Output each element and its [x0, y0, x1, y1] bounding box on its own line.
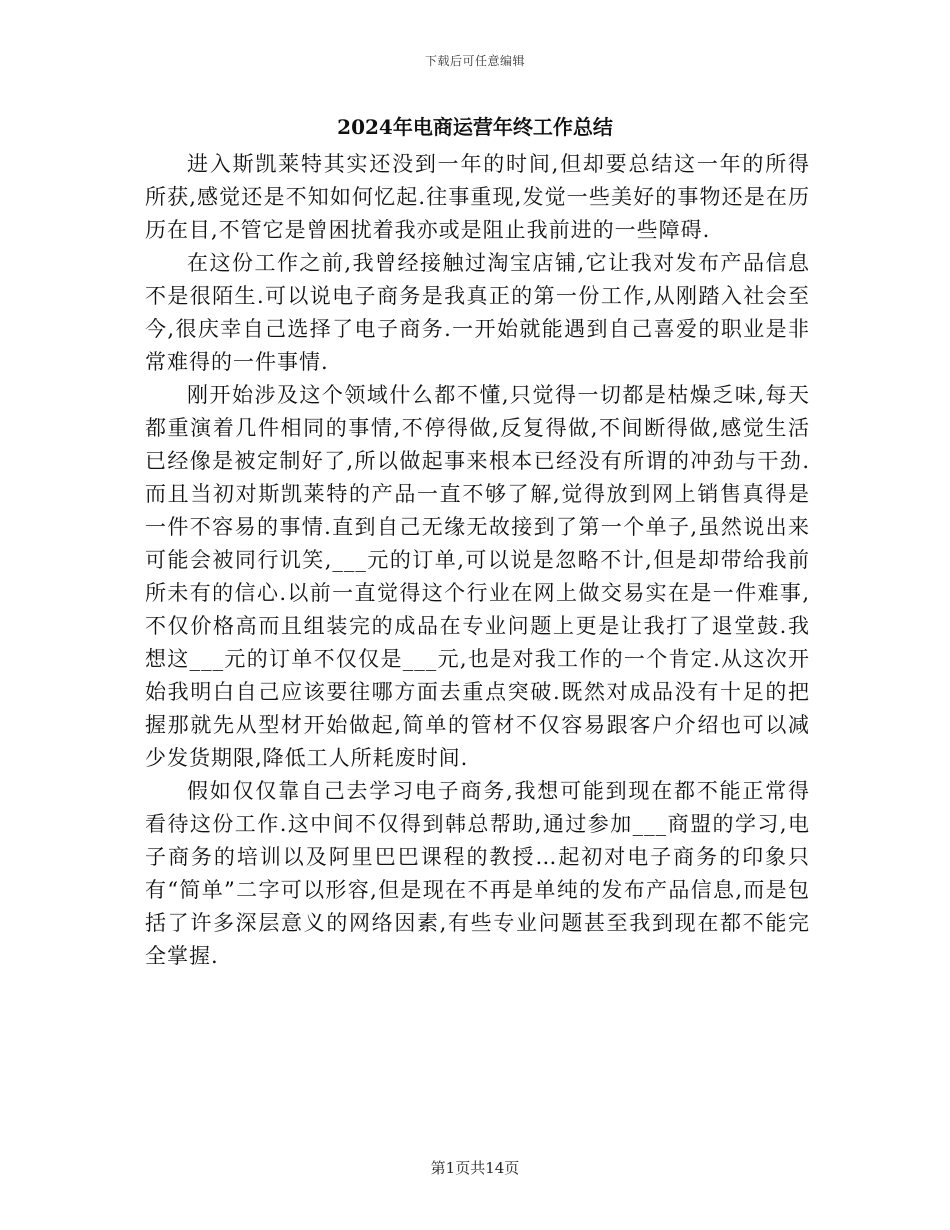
paragraph: 进入斯凯莱特其实还没到一年的时间,但却要总结这一年的所得所获,感觉还是不知如何忆起.往事重现,发觉一些美好的事物还是在历历在目,不管它是曾困扰着我亦或是阻止我前进的一些障碍.	[145, 152, 810, 242]
document-title: 2024年电商运营年终工作总结	[337, 115, 613, 139]
header-note: 下载后可任意编辑	[424, 54, 525, 68]
paragraph: 刚开始涉及这个领域什么都不懂,只觉得一切都是枯燥乏味,每天都重演着几件相同的事情,不停得做,反复得做,不间断得做,感觉生活已经像是被定制好了,所以做起事来根本已经没有所谓的冲劲与干劲.而且当初对斯凯莱特的产品一直不够了解,觉得放到网上销售真得是一件不容易的事情.直到自己无缘无故接到了第一个单子,虽然说出来可能会被同行讥笑,___元的订单,可以说是忽略不计,但是却带给我前所未有的信心.以前一直觉得这个行业在网上做交易实在是一件难事,不仅价格高而且组装完的成品在专业问题上更是让我打了退堂鼓.我想这___元的订单不仅仅是___元,也是对我工作的一个肯定.从这次开始我明白自己应该要往哪方面去重点突破.既然对成品没有十足的把握那就先从型材开始做起,简单的管材不仅容易跟客户介绍也可以减少发货期限,降低工人所耗废时间.	[145, 383, 810, 770]
paragraph: 假如仅仅靠自己去学习电子商务,我想可能到现在都不能正常得看待这份工作.这中间不仅得到韩总帮助,通过参加___商盟的学习,电子商务的培训以及阿里巴巴课程的教授…起初对电子商务的印象只有“简单”二字可以形容,但是现在不再是单纯的发布产品信息,而是包括了许多深层意义的网络因素,有些专业问题甚至我到现在都不能完全掌握.	[145, 779, 810, 968]
document-body	[145, 148, 810, 973]
paragraph: 在这份工作之前,我曾经接触过淘宝店铺,它让我对发布产品信息不是很陌生.可以说电子商务是我真正的第一份工作,从刚踏入社会至今,很庆幸自己选择了电子商务.一开始就能遇到自己喜爱的职业是非常难得的一件事情.	[145, 251, 810, 374]
page-number: 第1页共14页	[430, 1159, 520, 1177]
